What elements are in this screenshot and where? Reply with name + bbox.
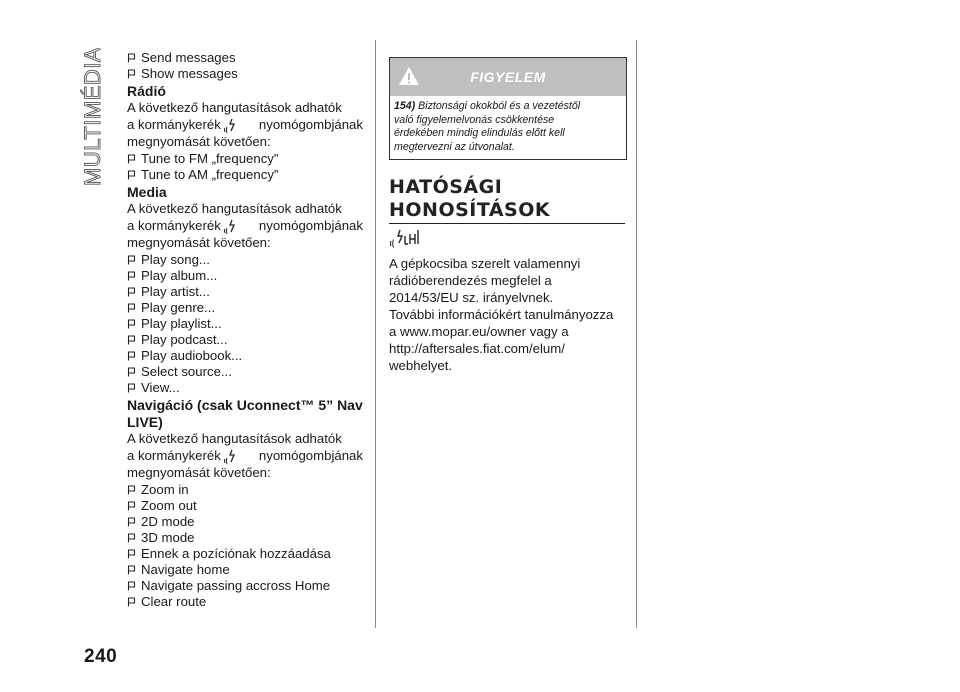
command-text: Play playlist...	[141, 316, 222, 331]
top-command-list	[127, 50, 363, 82]
command-item	[127, 284, 363, 300]
body-line: a www.mopar.eu/owner vagy a	[389, 324, 569, 339]
page-number: 240	[84, 646, 118, 667]
certification-icon	[389, 228, 423, 248]
command-item	[127, 50, 363, 66]
command-text: Play podcast...	[141, 332, 228, 347]
command-text: Play song...	[141, 252, 210, 267]
nav-intro-line: A következő hangutasítások adhatók	[127, 431, 342, 447]
command-item	[127, 530, 363, 546]
bullet-flag-icon	[127, 303, 136, 313]
radio-intro-text: nyomógombjának	[258, 117, 363, 133]
bullet-flag-icon	[127, 319, 136, 329]
command-item	[127, 546, 363, 562]
warning-box	[389, 57, 627, 160]
media-intro-line	[127, 218, 363, 235]
side-running-title	[78, 48, 106, 188]
radio-heading: Rádió	[127, 83, 166, 99]
nav-command-list	[127, 482, 363, 610]
bullet-flag-icon	[127, 597, 136, 607]
radio-intro-text: a kormánykerék	[127, 117, 221, 133]
warning-text: érdekében mindig elindulás előtt kell	[394, 127, 565, 139]
command-text: Navigate passing accross Home	[141, 578, 331, 593]
command-item	[127, 594, 363, 610]
column-divider-1	[375, 40, 376, 628]
body-line: rádióberendezés megfelel a	[389, 273, 552, 288]
media-intro-line: A következő hangutasítások adhatók	[127, 201, 342, 217]
radio-intro-line: megnyomását követően:	[127, 134, 271, 150]
nav-intro-line	[127, 448, 363, 465]
section-body	[389, 255, 625, 374]
section-title-line: HATÓSÁGI	[389, 176, 503, 198]
body-line: A gépkocsiba szerelt valamennyi	[389, 256, 581, 271]
nav-intro-line: megnyomását követően:	[127, 465, 271, 481]
command-item	[127, 514, 363, 530]
bullet-flag-icon	[127, 154, 136, 164]
command-text: Ennek a pozíciónak hozzáadása	[141, 546, 331, 561]
bullet-flag-icon	[127, 501, 136, 511]
section-title	[389, 176, 625, 224]
bullet-flag-icon	[127, 351, 136, 361]
command-item	[127, 562, 363, 578]
bullet-flag-icon	[127, 485, 136, 495]
bullet-flag-icon	[127, 255, 136, 265]
command-text: 2D mode	[141, 514, 195, 529]
command-text: Tune to AM „frequency”	[141, 167, 279, 182]
nav-intro-text: nyomógombjának	[258, 448, 363, 464]
command-text: 3D mode	[141, 530, 195, 545]
warning-triangle-icon	[398, 66, 420, 86]
warning-header	[390, 58, 626, 96]
nav-heading	[127, 397, 363, 431]
command-item	[127, 66, 363, 82]
command-text: Navigate home	[141, 562, 230, 577]
media-intro-text: a kormánykerék	[127, 218, 221, 234]
radio-command-list	[127, 151, 363, 183]
command-item	[127, 252, 363, 268]
bullet-flag-icon	[127, 517, 136, 527]
bullet-flag-icon	[127, 549, 136, 559]
command-text: Zoom out	[141, 498, 197, 513]
section-title-line: HONOSÍTÁSOK	[389, 199, 551, 221]
command-item	[127, 300, 363, 316]
body-line: webhelyet.	[389, 358, 453, 373]
media-command-list	[127, 252, 363, 396]
bullet-flag-icon	[127, 335, 136, 345]
bullet-flag-icon	[127, 287, 136, 297]
command-text: Play artist...	[141, 284, 210, 299]
bullet-flag-icon	[127, 271, 136, 281]
warning-text: megtervezni az útvonalat.	[394, 140, 515, 153]
command-item	[127, 380, 363, 396]
nav-heading-line: Navigáció (csak Uconnect™ 5” Nav	[127, 397, 363, 413]
command-item	[127, 316, 363, 332]
command-text: Tune to FM „frequency”	[141, 151, 279, 166]
voice-command-icon	[223, 219, 239, 235]
command-text: Play album...	[141, 268, 218, 283]
warning-number: 154)	[394, 100, 416, 112]
voice-command-icon	[223, 449, 239, 465]
warning-title: FIGYELEM	[470, 69, 546, 85]
command-text: View...	[141, 380, 180, 395]
media-heading: Media	[127, 184, 167, 200]
warning-text: való figyelemelvonás csökkentése	[394, 113, 555, 126]
bullet-flag-icon	[127, 581, 136, 591]
bullet-flag-icon	[127, 170, 136, 180]
bullet-flag-icon	[127, 69, 136, 79]
media-intro	[127, 201, 363, 252]
nav-intro-text: a kormánykerék	[127, 448, 221, 464]
warning-body	[390, 96, 626, 159]
bullet-flag-icon	[127, 383, 136, 393]
command-item	[127, 364, 363, 380]
column-divider-2	[636, 40, 637, 628]
command-text: Select source...	[141, 364, 232, 379]
body-line: http://aftersales.fiat.com/elum/	[389, 341, 565, 356]
media-intro-text: nyomógombjának	[258, 218, 363, 234]
command-item	[127, 167, 363, 183]
command-item	[127, 498, 363, 514]
bullet-flag-icon	[127, 53, 136, 63]
side-title-text: MULTIMÉDIA	[80, 48, 105, 186]
radio-intro	[127, 100, 363, 151]
command-item	[127, 482, 363, 498]
body-line: 2014/53/EU sz. irányelvnek.	[389, 290, 554, 305]
column-left	[127, 50, 363, 610]
nav-heading-line: LIVE)	[127, 414, 163, 430]
command-text: Show messages	[141, 66, 238, 81]
command-item	[127, 268, 363, 284]
command-text: Play audiobook...	[141, 348, 243, 363]
column-right	[389, 50, 625, 374]
radio-intro-line: A következő hangutasítások adhatók	[127, 100, 342, 116]
command-text: Send messages	[141, 50, 236, 65]
bullet-flag-icon	[127, 565, 136, 575]
nav-intro	[127, 431, 363, 482]
command-item	[127, 348, 363, 364]
command-item	[127, 332, 363, 348]
command-text: Zoom in	[141, 482, 189, 497]
media-intro-line: megnyomását követően:	[127, 235, 271, 251]
command-text: Play genre...	[141, 300, 216, 315]
command-text: Clear route	[141, 594, 207, 609]
command-item	[127, 151, 363, 167]
radio-intro-line	[127, 117, 363, 134]
command-item	[127, 578, 363, 594]
warning-text: Biztonsági okokból és a vezetéstől	[418, 100, 581, 112]
bullet-flag-icon	[127, 367, 136, 377]
voice-command-icon	[223, 118, 239, 134]
body-line: További információkért tanulmányozza	[389, 307, 614, 322]
bullet-flag-icon	[127, 533, 136, 543]
